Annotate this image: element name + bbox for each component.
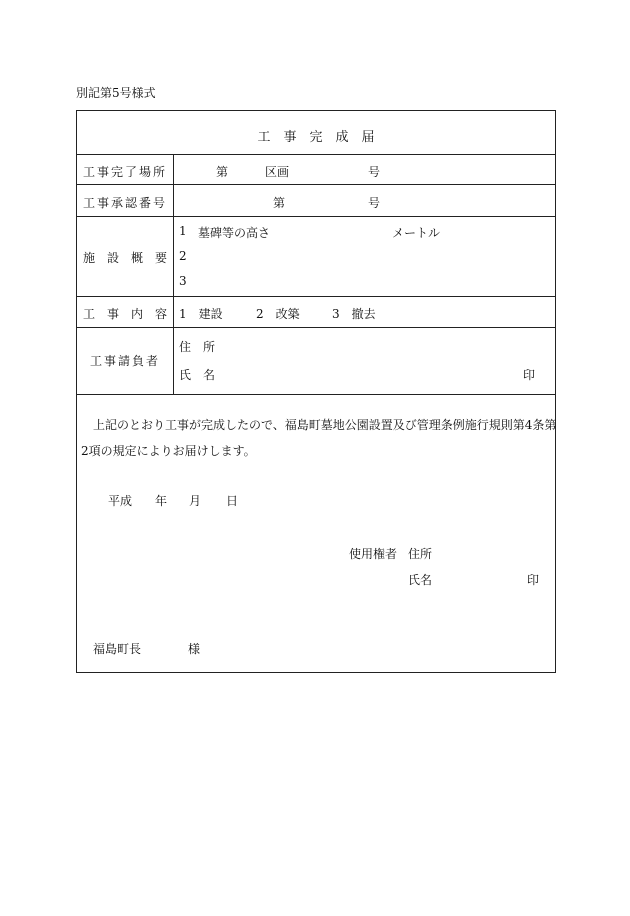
- applicant-name-label: 氏名: [408, 573, 433, 587]
- facility-item1-text: 墓碑等の高さ: [198, 226, 271, 240]
- row-divider: [77, 394, 555, 395]
- approval-dai: 第: [273, 196, 286, 210]
- facility-item3-num: 3: [179, 274, 187, 288]
- facility-label: 施 設 概 要: [82, 251, 167, 265]
- row-divider: [77, 327, 555, 328]
- date-month: 月: [189, 494, 202, 508]
- applicant-address-label: 住所: [408, 547, 433, 561]
- contractor-name-label: 氏 名: [179, 368, 216, 382]
- contractor-address-label: 住 所: [179, 340, 216, 354]
- row-divider: [77, 296, 555, 297]
- row-divider: [77, 154, 555, 155]
- date-era: 平成: [108, 494, 133, 508]
- label-column-divider: [173, 154, 174, 394]
- content-option-remove: 3 撤去: [332, 307, 376, 321]
- location-label: 工事完了場所: [82, 165, 167, 179]
- approval-go: 号: [368, 196, 381, 210]
- date-year: 年: [155, 494, 168, 508]
- facility-item1-num: 1: [179, 224, 187, 238]
- completion-notice-form: [76, 110, 556, 673]
- row-divider: [77, 184, 555, 185]
- location-dai: 第: [216, 165, 229, 179]
- addressee-honorific: 様: [188, 642, 201, 656]
- statement-line-1: 上記のとおり工事が完成したので、福島町墓地公園設置及び管理条例施行規則第4条第: [93, 418, 557, 432]
- location-kukaku: 区画: [265, 165, 290, 179]
- facility-item1-unit: メートル: [392, 226, 441, 240]
- contractor-label: 工事請負者: [89, 354, 160, 368]
- contractor-seal-mark: 印: [523, 368, 536, 382]
- approval-label: 工事承認番号: [82, 196, 167, 210]
- form-title: 工 事 完 成 届: [257, 130, 375, 145]
- addressee-name: 福島町長: [93, 642, 142, 656]
- row-divider: [77, 216, 555, 217]
- applicant-role: 使用権者: [349, 547, 398, 561]
- date-day: 日: [226, 494, 239, 508]
- content-label: 工 事 内 容: [82, 307, 167, 321]
- facility-item2-num: 2: [179, 249, 187, 263]
- location-go: 号: [368, 165, 381, 179]
- content-option-build: 1 建設: [179, 307, 223, 321]
- statement-line-2: 2項の規定によりお届けします。: [81, 444, 256, 458]
- form-number-caption: 別記第5号様式: [76, 86, 156, 100]
- applicant-seal-mark: 印: [527, 573, 540, 587]
- content-option-renovate: 2 改築: [256, 307, 300, 321]
